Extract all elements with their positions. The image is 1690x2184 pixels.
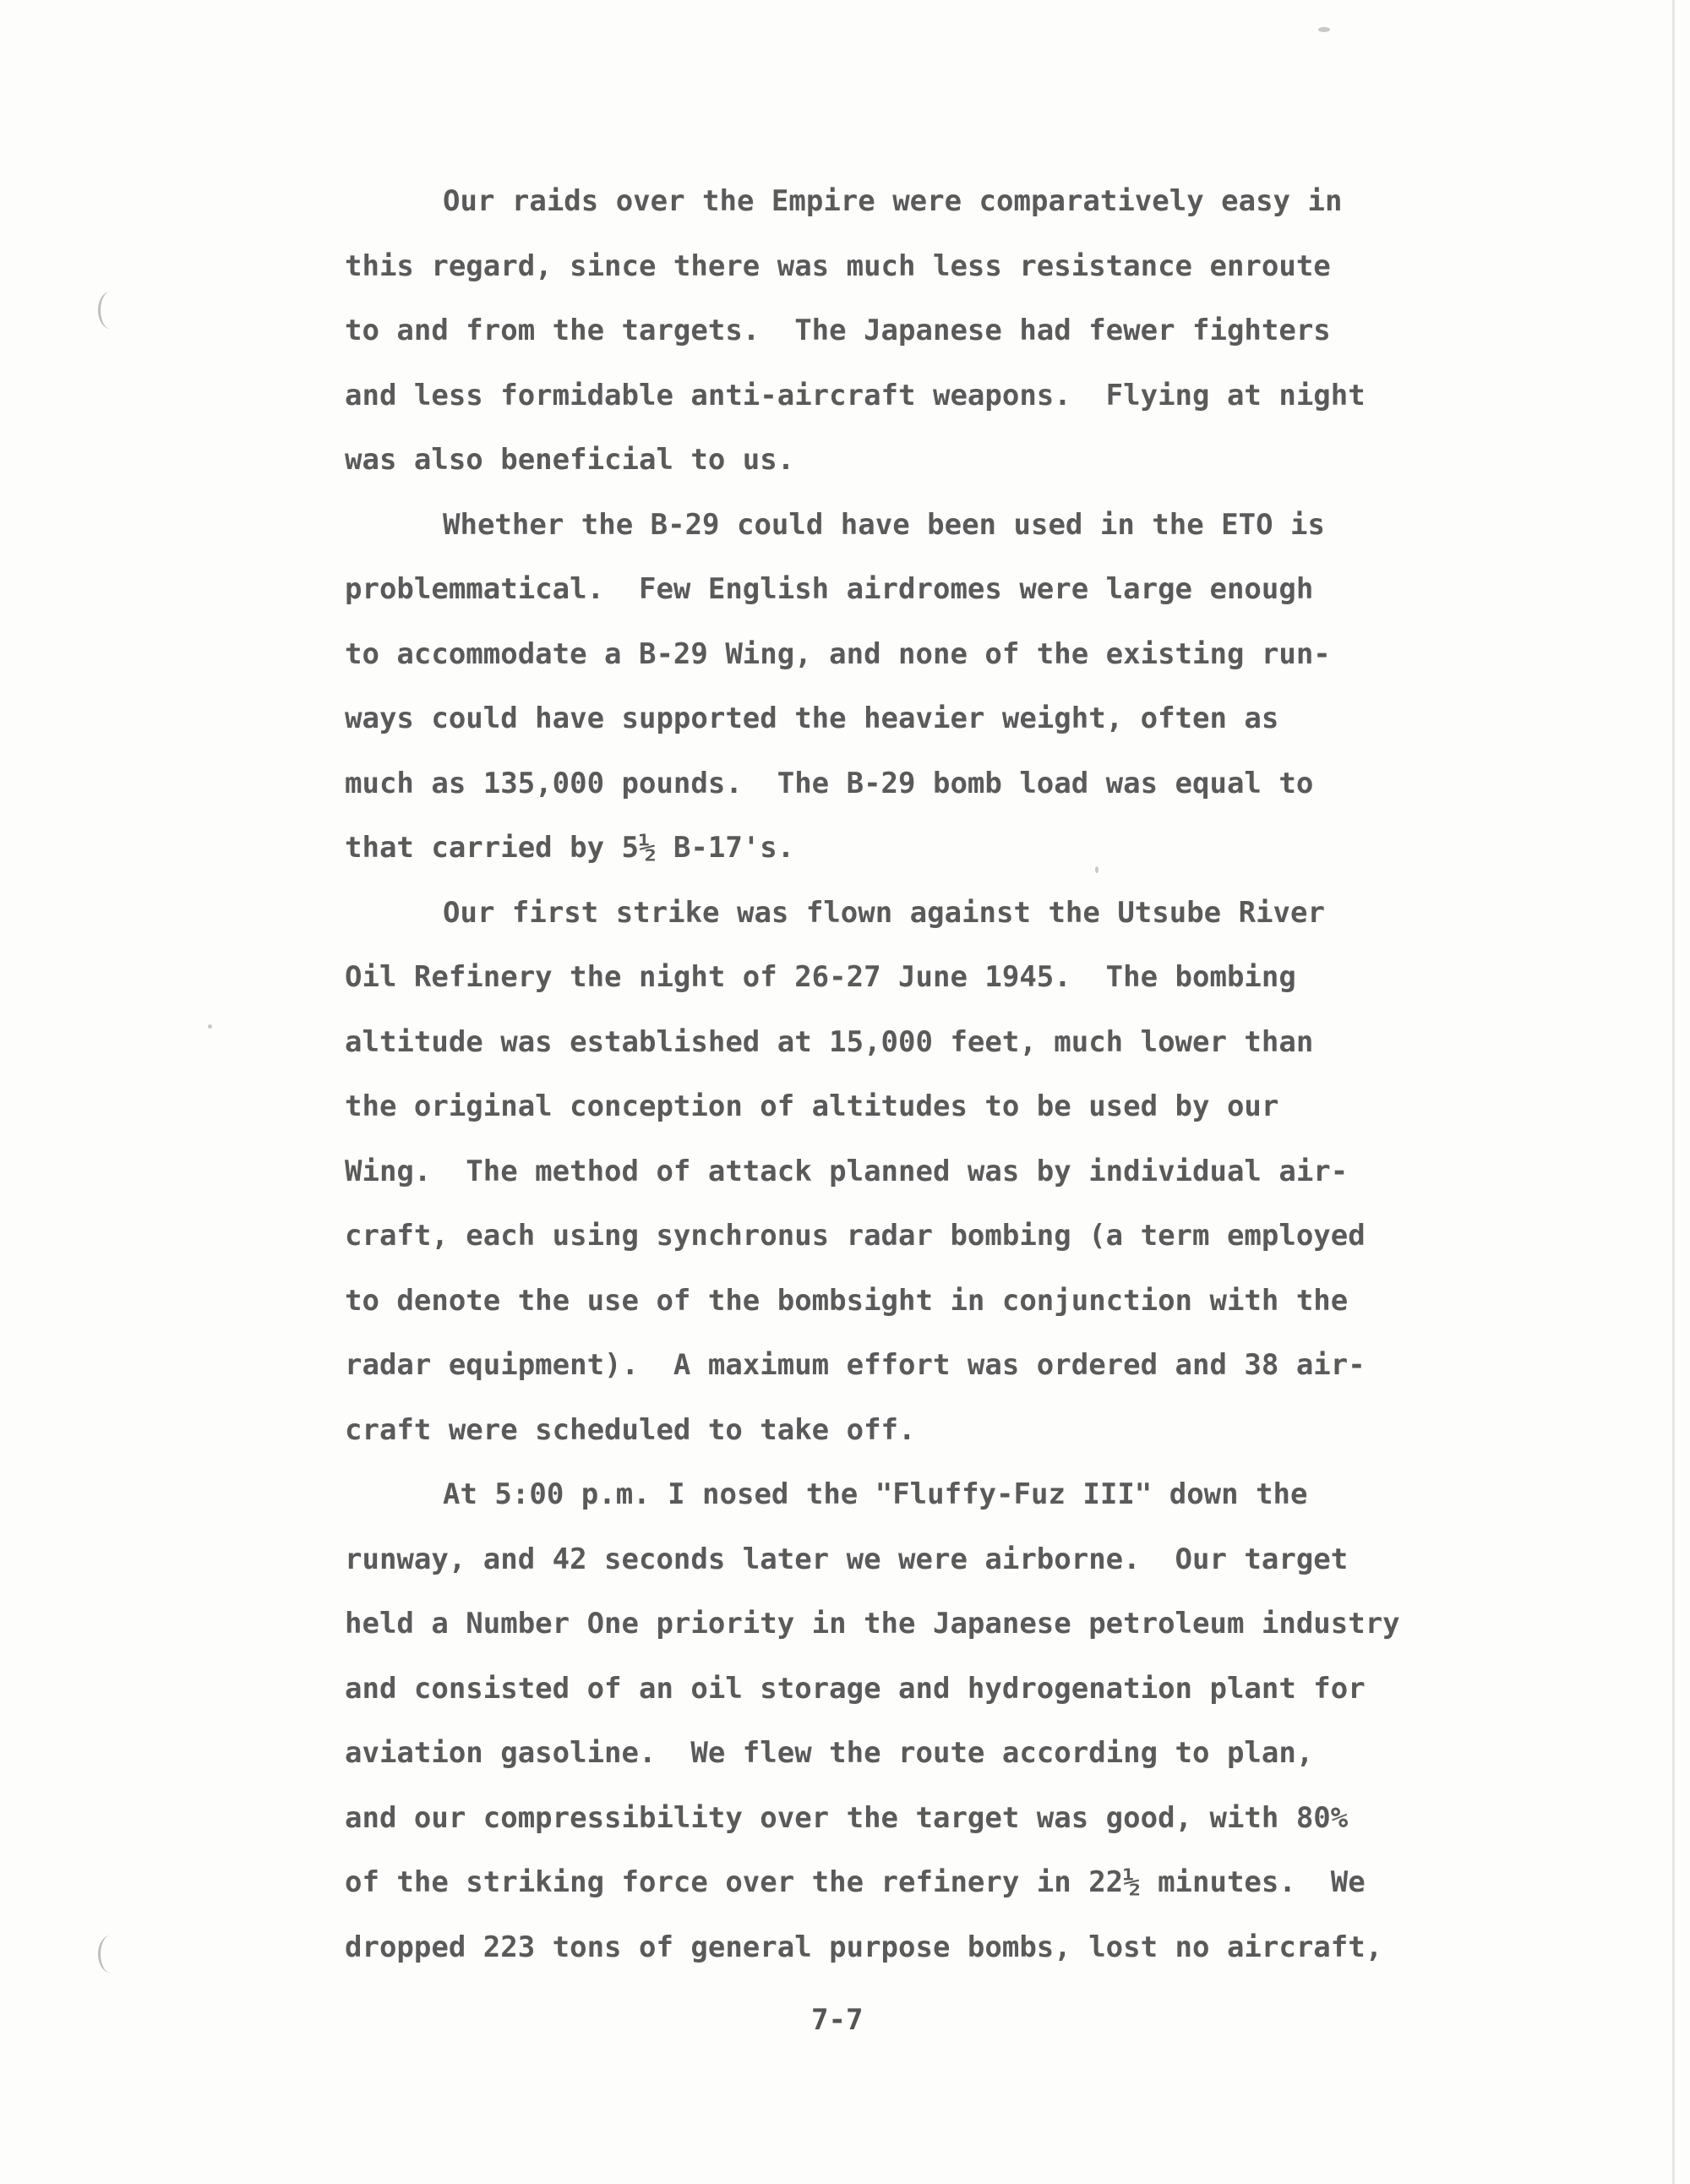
body-text [345, 169, 1545, 1979]
text-line: much as 135,000 pounds. The B-29 bomb load was equal to [345, 766, 1314, 800]
text-line: Our first strike was flown against the Utsube River [443, 895, 1325, 930]
text-line: to and from the targets. The Japanese had fewer fighters [345, 314, 1331, 347]
text-line: runway, and 42 seconds later we were airborne. Our target [345, 1542, 1349, 1576]
page-edge [1672, 0, 1675, 2184]
punch-hole-mark [98, 1936, 123, 1973]
text-line: held a Number One priority in the Japanese petroleum industry [345, 1607, 1400, 1641]
text-line: was also beneficial to us. [345, 443, 795, 477]
text-line: At 5:00 p.m. I nosed the "Fluffy-Fuz III" down the [443, 1477, 1308, 1511]
text-line: the original conception of altitudes to be used by our [345, 1089, 1279, 1123]
text-line: radar equipment). A maximum effort was ordered and 38 air- [345, 1348, 1366, 1382]
text-line: of the striking force over the refinery in 22½ minutes. We [345, 1865, 1366, 1899]
text-line: Our raids over the Empire were comparatively easy in [443, 184, 1343, 218]
text-line: to accommodate a B-29 Wing, and none of the existing run- [345, 636, 1331, 671]
text-line: and our compressibility over the target was good, with 80% [345, 1800, 1349, 1835]
text-line: Wing. The method of attack planned was by individual air- [345, 1154, 1349, 1188]
text-line: Whether the B-29 could have been used in the ETO is [443, 507, 1325, 542]
text-line: that carried by 5½ B-17's. [345, 831, 795, 865]
text-line: altitude was established at 15,000 feet, much lower than [345, 1024, 1314, 1059]
text-line: dropped 223 tons of general purpose bombs, lost no aircraft, [345, 1930, 1383, 1964]
text-line: craft were scheduled to take off. [345, 1412, 916, 1447]
text-line: this regard, since there was much less resistance enroute [345, 248, 1331, 283]
text-line: to denote the use of the bombsight in conjunction with the [345, 1283, 1349, 1318]
page-number: 7-7 [811, 2003, 864, 2037]
text-line: problemmatical. Few English airdromes were large enough [345, 572, 1314, 606]
text-line: and less formidable anti-aircraft weapons. Flying at night [345, 378, 1366, 412]
text-line: aviation gasoline. We flew the route according to plan, [345, 1736, 1314, 1770]
text-line: Oil Refinery the night of 26-27 June 1945. The bombing [345, 960, 1296, 994]
text-line: and consisted of an oil storage and hydrogenation plant for [345, 1671, 1366, 1706]
text-line: ways could have supported the heavier weight, often as [345, 702, 1279, 735]
paper-speck [1318, 27, 1330, 32]
punch-hole-mark [98, 292, 123, 329]
text-line: craft, each using synchronus radar bombing (a term employed [345, 1219, 1366, 1253]
paper-speck [208, 1024, 212, 1029]
